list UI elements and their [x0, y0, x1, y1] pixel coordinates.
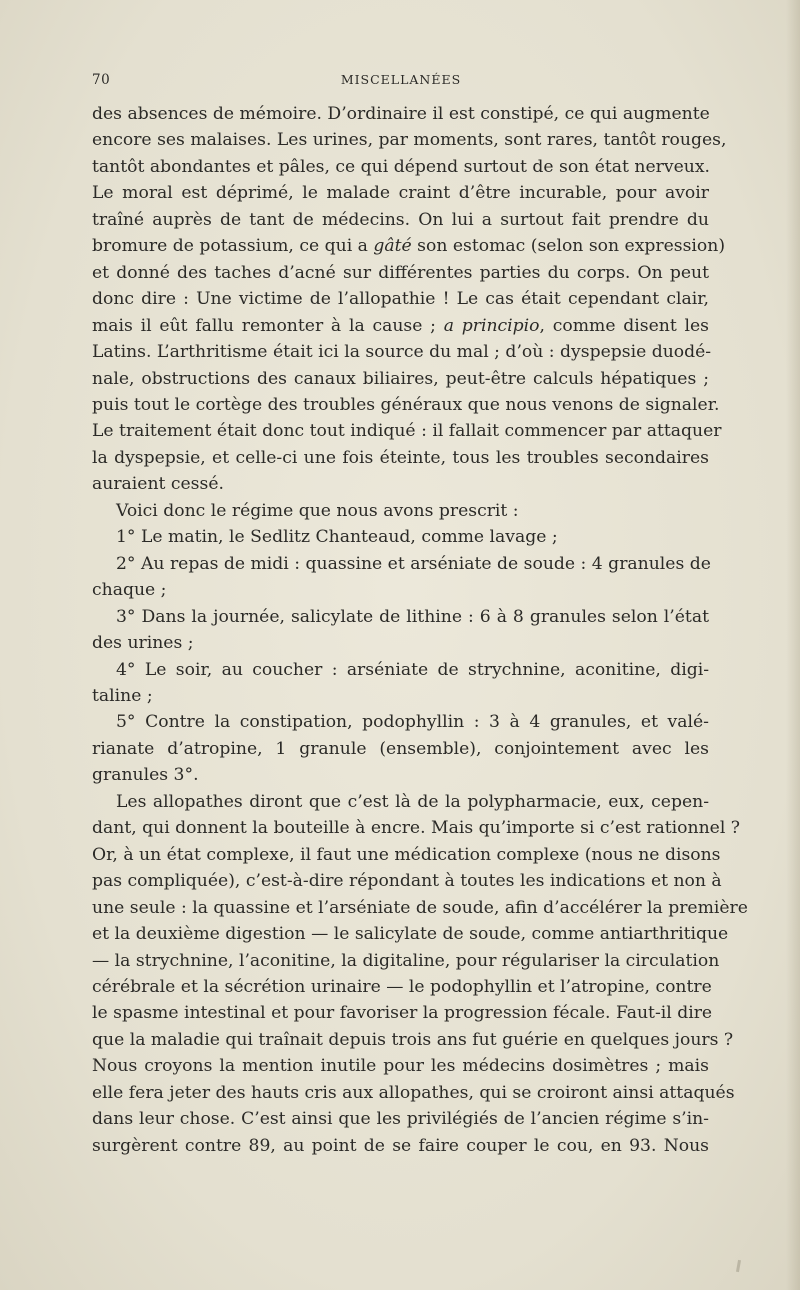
text-line	[92, 313, 709, 339]
text-line: Le traitement était donc tout indiqué : il fallait commencer par attaquer	[92, 421, 722, 442]
text-line: rianate d’atropine, 1 granule (ensemble), conjointement avec les	[92, 738, 709, 759]
list-item: 5° Contre la constipation, podophyllin : 3 à 4 granules, et valé-	[116, 712, 709, 733]
text-line: taline ;	[92, 685, 153, 706]
list-item: 3° Dans la journée, salicylate de lithine : 6 à 8 granules selon l’état	[116, 606, 709, 627]
text-line: Le moral est déprimé, le malade craint d’être incurable, pour avoir	[92, 183, 709, 204]
text-line: puis tout le cortège des troubles généraux que nous venons de signaler.	[92, 394, 720, 415]
text-line: Voici donc le régime que nous avons prescrit :	[116, 500, 519, 521]
text-line: dans leur chose. C’est ainsi que les privilégiés de l’ancien régime s’in-	[92, 1109, 709, 1130]
text-line: des absences de mémoire. D’ordinaire il est constipé, ce qui augmente	[92, 104, 710, 124]
text-line: Les allopathes diront que c’est là de la polypharmacie, eux, cepen-	[116, 791, 709, 812]
text-segment: bromure de potassium, ce qui a	[92, 236, 368, 257]
body-text	[92, 101, 748, 1159]
text-line: et donné des taches d’acné sur différentes parties du corps. On peut	[92, 262, 709, 283]
text-line: encore ses malaises. Les urines, par moments, sont rares, tantôt rouges,	[92, 130, 727, 151]
text-line: que la maladie qui traînait depuis trois ans fut guérie en quelques jours ?	[92, 1029, 734, 1050]
text-line: nale, obstructions des canaux biliaires, peut-être calculs hépatiques ;	[92, 368, 709, 389]
text-segment: son estomac (selon son expression)	[417, 236, 726, 257]
text-line: dant, qui donnent la bouteille à encre. Mais qu’importe si c’est rationnel ?	[92, 818, 741, 839]
text-line: chaque ;	[92, 580, 167, 601]
text-line: Or, à un état complexe, il faut une médication complexe (nous ne disons	[92, 844, 721, 865]
running-title: MISCELLANÉES	[340, 72, 462, 87]
page-edge-shadow	[786, 0, 800, 1290]
page-header	[92, 72, 710, 92]
text-line: le spasme intestinal et pour favoriser la progression fécale. Faut-il dire	[92, 1003, 713, 1024]
text-segment: mais il eût fallu remonter à la cause ;	[92, 315, 436, 336]
text-line: — la strychnine, l’aconitine, la digitaline, pour régulariser la circulation	[92, 950, 720, 971]
text-line: donc dire : Une victime de l’allopathie ! Le cas était cependant clair,	[92, 289, 709, 310]
italic-word: gâté	[373, 236, 412, 257]
paper-speck	[736, 1260, 741, 1272]
text-line: tantôt abondantes et pâles, ce qui dépend surtout de son état nerveux.	[92, 156, 710, 177]
text-line: une seule : la quassine et l’arséniate de soude, afin d’accélérer la première	[92, 897, 748, 918]
list-item: 2° Au repas de midi : quassine et arséniate de soude : 4 granules de	[116, 553, 711, 574]
text-line: et la deuxième digestion — le salicylate de soude, comme antiarthritique	[92, 924, 729, 945]
text-line: elle fera jeter des hauts cris aux allopathes, qui se croiront ainsi attaqués	[92, 1082, 735, 1103]
text-line: des urines ;	[92, 633, 194, 654]
text-line: traîné auprès de tant de médecins. On lui a surtout fait prendre du	[92, 209, 709, 230]
text-line: pas compliquée), c’est-à-dire répondant à toutes les indications et non à	[92, 871, 722, 892]
text-line: surgèrent contre 89, au point de se faire couper le cou, en 93. Nous	[92, 1135, 709, 1156]
text-line: la dyspepsie, et celle-ci une fois éteinte, tous les troubles secondaires	[92, 447, 709, 468]
text-line: Nous croyons la mention inutile pour les médecins dosimètres ; mais	[92, 1056, 709, 1077]
text-line: granules 3°.	[92, 765, 199, 786]
text-line: auraient cessé.	[92, 474, 224, 495]
text-line: cérébrale et la sécrétion urinaire — le podophyllin et l’atropine, contre	[92, 976, 712, 997]
list-item: 4° Le soir, au coucher : arséniate de strychnine, aconitine, digi-	[116, 659, 709, 680]
text-line: Latins. L’arthritisme était ici la source du mal ; d’où : dyspepsie duodé-	[92, 342, 712, 363]
text-segment: , comme disent les	[539, 315, 710, 336]
page-number: 70	[92, 72, 111, 88]
italic-phrase: a principio	[443, 315, 540, 336]
text-line	[92, 233, 726, 259]
list-item: 1° Le matin, le Sedlitz Chanteaud, comme lavage ;	[116, 527, 558, 548]
